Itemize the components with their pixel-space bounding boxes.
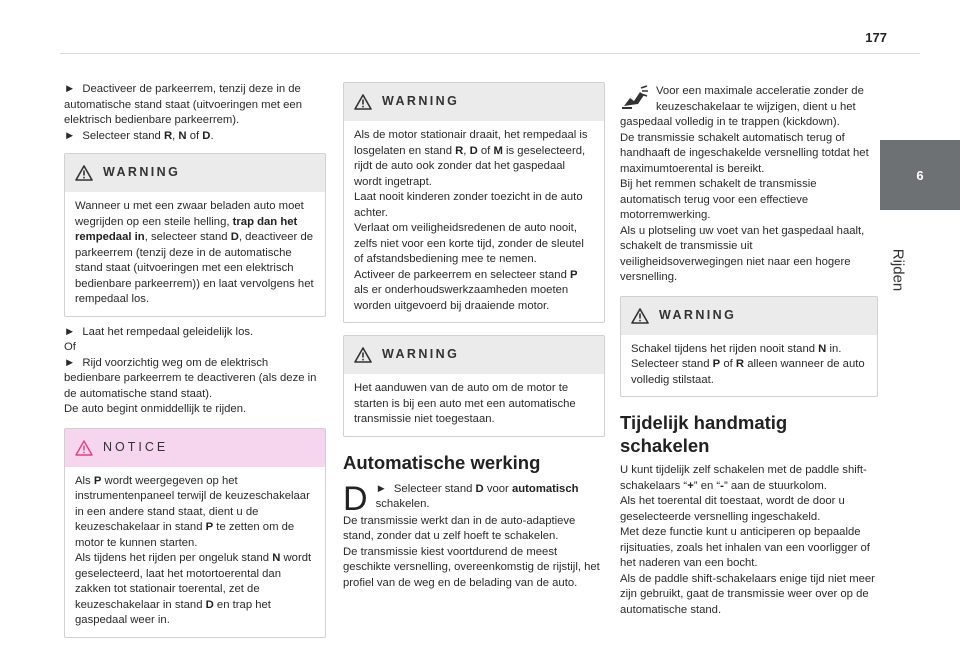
notice-header: [65, 429, 325, 467]
warning-label: WARNING: [103, 165, 181, 180]
warning-triangle-icon: [75, 165, 93, 181]
section-title: Tijdelijk handmatig schakelen: [620, 412, 788, 456]
warning-label: WARNING: [382, 94, 460, 109]
page-number: 177: [865, 30, 887, 45]
header-divider: [60, 53, 920, 54]
notice-triangle-icon: [75, 440, 93, 456]
warning-box: [343, 82, 605, 323]
instructions-after: ► Laat het rempedaal geleidelijk los. Of ► Rijd voorzichtig weg om de elektrisch bedienbare parkeerrem te deactiveren (als deze in de automatische stand staat). De auto begint onmiddellijk te rijden.: [64, 325, 317, 415]
tip-hand-icon: [620, 84, 650, 112]
warning-text: Als de motor stationair draait, het rempedaal is losgelaten en stand R, D of M is geselecteerd, rijdt de auto ook zonder dat het gaspedaal wordt ingetrapt. Laat nooit kinderen zonder toezicht in de auto achter. Verlaat om veiligheidsredenen de auto nooit, zelfs niet voor een korte tijd, zonder de sleutel of afstandsbediening mee te nemen. Activeer de parkeerrem en selecteer stand P als er onderhoudswerkzaamheden moeten worden uitgevoerd bij draaiende motor.: [354, 129, 588, 312]
warning-header: [65, 154, 325, 192]
warning-box: [64, 153, 326, 317]
warning-text: Wanneer u met een zwaar beladen auto moet wegrijden op een steile helling, trap dan het rempedaal in, selecteer stand D, deactiveer de parkeerrem (tenzij deze in de automatische stand staat (uitvoeringen met een elektrisch bedienbare parkeerrem)) en laat vervolgens het rempedaal los.: [75, 200, 314, 305]
instruction-line: ► Deactiveer de parkeerrem, tenzij deze in de automatische stand staat (uitvoeringen met een elektrisch bedienbare parkeerrem).: [64, 83, 303, 126]
warning-text: Schakel tijdens het rijden nooit stand N in. Selecteer stand P of R alleen wanneer de auto volledig stilstaat.: [631, 342, 865, 386]
warning-label: WARNING: [659, 307, 737, 322]
column-2: [343, 82, 605, 591]
column-3: [620, 82, 878, 618]
notice-label: NOTICE: [103, 439, 169, 454]
chapter-title: [878, 230, 918, 310]
warning-label: WARNING: [382, 347, 460, 362]
warning-triangle-icon: [354, 347, 372, 363]
section-automatic: Automatische werking D ► Selecteer stand D voor automatisch schakelen. De transmissie werkt dan in de auto-adaptieve stand, zonder dat u zelf hoeft te schakelen. De transmissie kiest voortdurend de meest geschikte versnelling, overeenkomstig de rijstijl, het profiel van de weg en de belading van de auto.: [343, 451, 605, 592]
warning-triangle-icon: [354, 94, 372, 110]
warning-header: [344, 83, 604, 121]
chapter-tab[interactable]: 6: [880, 140, 960, 210]
warning-text: Het aanduwen van de auto om de motor te starten is bij een auto met een automatische transmissie niet toegestaan.: [354, 382, 576, 425]
drive-mode-icon: D: [343, 479, 368, 518]
instruction-line: ► Selecteer stand R, N of D.: [64, 129, 214, 142]
warning-box: [620, 296, 878, 398]
notice-box: [64, 428, 326, 638]
section-title: Automatische werking: [343, 451, 541, 473]
section-manual: Tijdelijk handmatig schakelen U kunt tijdelijk zelf schakelen met de paddle shift-schakelaars “+” en “-” aan de stuurkolom. Als het toerental dit toestaat, wordt de door u geselecteerde versnelling ingeschakeld. Met deze functie kunt u anticiperen op bepaalde rijsituaties, zoals het inhalen van een voorligger of het naderen van een bocht. Als de paddle shift-schakelaars enige tijd niet meer zijn gebruikt, gaat de transmissie weer over op de automatische stand.: [620, 412, 875, 616]
chapter-title-text: Rijden: [889, 248, 907, 292]
warning-triangle-icon: [631, 308, 649, 324]
warning-header: [621, 297, 877, 335]
column-1: [64, 82, 326, 638]
warning-header: [344, 336, 604, 374]
tip-block: Voor een maximale acceleratie zonder de keuzeschakelaar te wijzigen, dient u het gaspedaal volledig in te trappen (kickdown). De transmissie schakelt automatisch terug of handhaaft de ingeschakelde versnelling totdat het maximumtoerental is bereikt. Bij het remmen schakelt de transmissie automatisch terug voor een effectieve motorremwerking. Als u plotseling uw voet van het gaspedaal haalt, schakelt de transmissie uit veiligheidsoverwegingen niet naar een hogere versnelling.: [620, 85, 869, 283]
notice-text: Als P wordt weergegeven op het instrumentenpaneel terwijl de keuzeschakelaar in een andere stand staat, dient u de keuzeschakelaar in stand P te zetten om de motor te kunnen starten. Als tijdens het rijden per ongeluk stand N wordt geselecteerd, laat het motortoerental dan zakken tot stationair toerental, zet de keuzeschakelaar in stand D en trap het gaspedaal weer in.: [75, 474, 312, 626]
warning-box: [343, 335, 605, 437]
